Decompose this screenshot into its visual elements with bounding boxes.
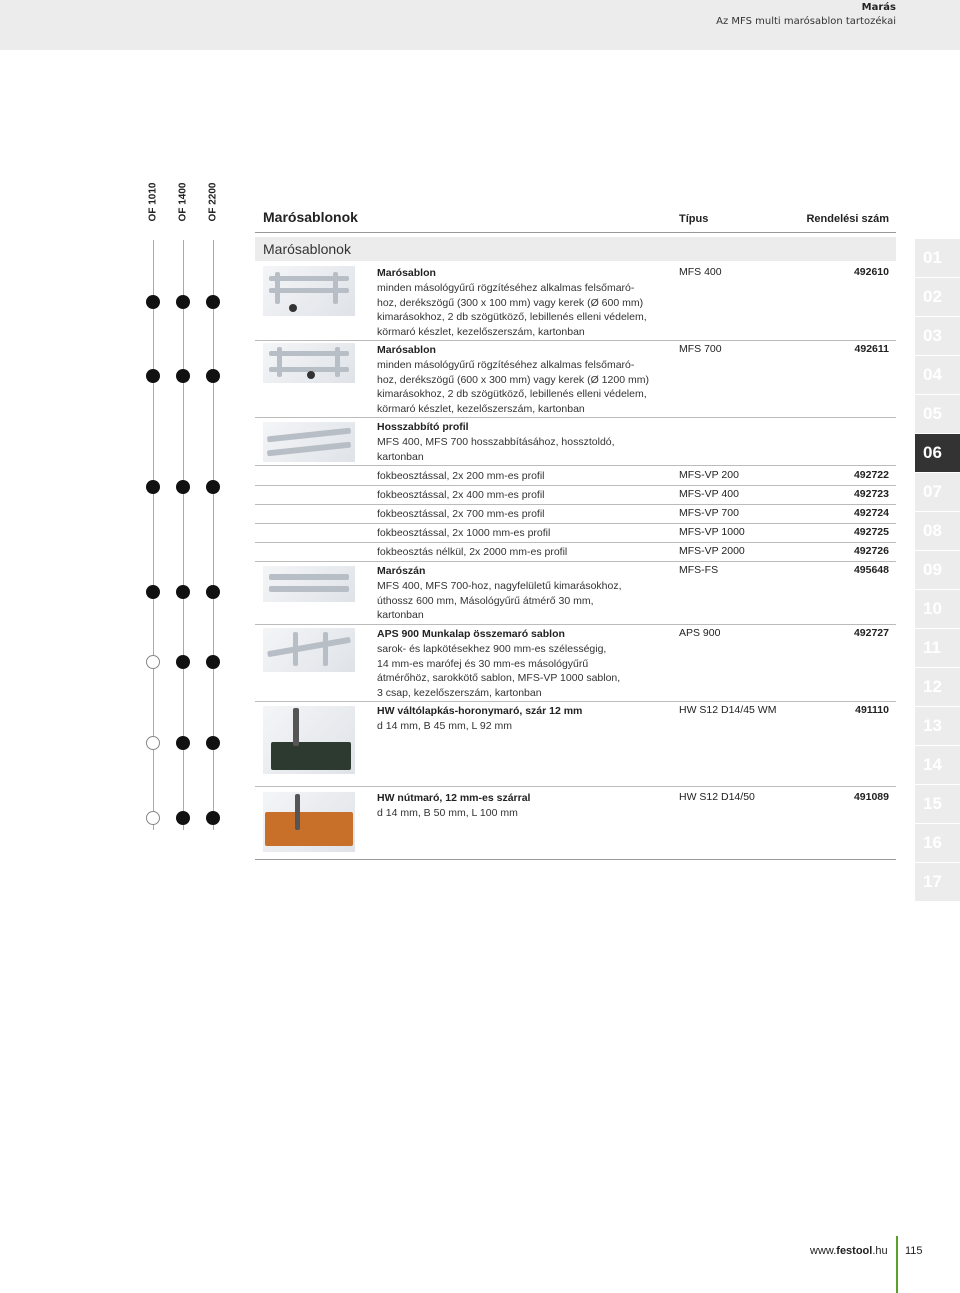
product-description: d 14 mm, B 50 mm, L 100 mm bbox=[377, 807, 518, 819]
chapter-tab-17[interactable]: 17 bbox=[915, 863, 960, 901]
section-title: Marás bbox=[861, 2, 896, 13]
variant-type: MFS-VP 700 bbox=[679, 507, 739, 519]
variant-description: fokbeosztás nélkül, 2x 2000 mm-es profil bbox=[377, 546, 568, 558]
product-order-number: 492611 bbox=[854, 343, 889, 355]
row-divider bbox=[255, 465, 896, 466]
compat-dot bbox=[146, 369, 160, 383]
row-divider bbox=[255, 786, 896, 787]
row-divider bbox=[255, 701, 896, 702]
footer-accent-line bbox=[896, 1236, 898, 1293]
product-image-aps900 bbox=[263, 628, 355, 672]
chapter-tab-15[interactable]: 15 bbox=[915, 785, 960, 823]
row-divider bbox=[255, 523, 896, 524]
compat-dot bbox=[176, 295, 190, 309]
product-image-mfs700 bbox=[263, 343, 355, 383]
chapter-tab-10[interactable]: 10 bbox=[915, 590, 960, 628]
chapter-tab-16[interactable]: 16 bbox=[915, 824, 960, 862]
chapter-tab-14[interactable]: 14 bbox=[915, 746, 960, 784]
product-type: MFS 700 bbox=[679, 343, 722, 355]
compat-dot bbox=[206, 369, 220, 383]
column-header-of1400: OF 1400 bbox=[177, 182, 189, 222]
variant-order-number: 492724 bbox=[853, 507, 889, 519]
column-header-of2200: OF 2200 bbox=[207, 182, 219, 222]
product-type: APS 900 bbox=[679, 627, 721, 639]
compat-dot bbox=[206, 480, 220, 494]
product-type: MFS 400 bbox=[679, 266, 722, 278]
product-title: HW váltólapkás-horonymaró, szár 12 mm bbox=[377, 705, 583, 717]
header-divider bbox=[255, 232, 896, 233]
row-divider bbox=[255, 417, 896, 418]
product-description: MFS 400, MFS 700 hosszabbításához, hossztoldó, kartonban bbox=[377, 436, 615, 463]
product-title: APS 900 Munkalap összemaró sablon bbox=[377, 628, 565, 640]
row-divider bbox=[255, 561, 896, 562]
compat-dot bbox=[146, 480, 160, 494]
product-description: minden másológyűrű rögzítéséhez alkalmas felsőmaró- hoz, derékszögű (600 x 300 mm) vagy kerek (Ø 1200 mm) kimarásokhoz, 2 db szögütköző, lebillenés elleni védelem, körmaró készlet, kezelőszerszám, kartonban bbox=[377, 359, 649, 415]
row-divider bbox=[255, 485, 896, 486]
product-image-mfs400 bbox=[263, 266, 355, 316]
chapter-tab-02[interactable]: 02 bbox=[915, 278, 960, 316]
variant-type: MFS-VP 200 bbox=[679, 469, 739, 481]
product-type: HW S12 D14/45 WM bbox=[679, 704, 777, 716]
type-column-header: Típus bbox=[679, 213, 709, 225]
compat-dot bbox=[206, 811, 220, 825]
chapter-tab-05[interactable]: 05 bbox=[915, 395, 960, 433]
product-order-number: 495648 bbox=[853, 564, 889, 576]
chapter-tab-11[interactable]: 11 bbox=[915, 629, 960, 667]
chapter-tab-07[interactable]: 07 bbox=[915, 473, 960, 511]
variant-order-number: 492725 bbox=[853, 526, 889, 538]
chapter-tab-08[interactable]: 08 bbox=[915, 512, 960, 550]
compat-dot bbox=[206, 736, 220, 750]
chapter-tab-12[interactable]: 12 bbox=[915, 668, 960, 706]
section-subtitle: Az MFS multi marósablon tartozékai bbox=[716, 16, 896, 27]
compat-dot bbox=[206, 295, 220, 309]
compat-dot bbox=[176, 480, 190, 494]
variant-type: MFS-VP 400 bbox=[679, 488, 739, 500]
compat-dot bbox=[176, 736, 190, 750]
compat-dot bbox=[176, 369, 190, 383]
product-order-number: 491110 bbox=[855, 704, 889, 716]
product-title: HW nútmaró, 12 mm-es szárral bbox=[377, 792, 531, 804]
page-number: 115 bbox=[905, 1245, 923, 1257]
product-title: Hosszabbító profil bbox=[377, 421, 469, 433]
table-title: Marósablonok bbox=[263, 209, 358, 225]
product-image-slot-cutter bbox=[263, 792, 355, 852]
chapter-tab-13[interactable]: 13 bbox=[915, 707, 960, 745]
variant-order-number: 492726 bbox=[853, 545, 889, 557]
row-divider bbox=[255, 504, 896, 505]
compat-dot bbox=[176, 811, 190, 825]
product-type: HW S12 D14/50 bbox=[679, 791, 755, 803]
table-bottom-line bbox=[255, 859, 896, 860]
variant-order-number: 492723 bbox=[853, 488, 889, 500]
top-header-bar bbox=[0, 0, 960, 50]
compat-dot bbox=[146, 585, 160, 599]
chapter-tab-04[interactable]: 04 bbox=[915, 356, 960, 394]
variant-type: MFS-VP 2000 bbox=[679, 545, 745, 557]
chapter-tab-06-active[interactable]: 06 bbox=[915, 434, 960, 472]
compat-dot bbox=[176, 585, 190, 599]
product-image-groove-cutter bbox=[263, 706, 355, 774]
product-description: sarok- és lapkötésekhez 900 mm-es szélességig, 14 mm-es marófej és 30 mm-es másológyűrű átmérőhöz, sarokkötő sablon, MFS-VP 1000 sablon, 3 csap, kezelőszerszám, kartonban bbox=[377, 643, 621, 699]
category-band: Marósablonok bbox=[255, 237, 896, 261]
order-column-header: Rendelési szám bbox=[806, 213, 889, 225]
product-description: MFS 400, MFS 700-hoz, nagyfelületű kimarásokhoz, úthossz 600 mm, Másológyűrű átmérő 30 mm, kartonban bbox=[377, 580, 622, 622]
variant-description: fokbeosztással, 2x 1000 mm-es profil bbox=[377, 527, 551, 539]
product-title: Marósablon bbox=[377, 344, 436, 356]
row-divider bbox=[255, 340, 896, 341]
website-link[interactable]: www.festool.hu bbox=[810, 1245, 888, 1257]
product-description: minden másológyűrű rögzítéséhez alkalmas felsőmaró- hoz, derékszögű (300 x 100 mm) vagy kerek (Ø 600 mm) kimarásokhoz, 2 db szögütköző, lebillenés elleni védelem, körmaró készlet, kezelőszerszám, kartonban bbox=[377, 282, 647, 338]
compat-dot bbox=[176, 655, 190, 669]
product-title: Marósablon bbox=[377, 267, 436, 279]
compat-dot bbox=[206, 655, 220, 669]
row-divider bbox=[255, 624, 896, 625]
chapter-tab-01[interactable]: 01 bbox=[915, 239, 960, 277]
variant-description: fokbeosztással, 2x 400 mm-es profil bbox=[377, 489, 545, 501]
product-order-number: 491089 bbox=[853, 791, 889, 803]
product-image-router-carriage bbox=[263, 566, 355, 602]
compat-dot bbox=[206, 585, 220, 599]
variant-order-number: 492722 bbox=[853, 469, 889, 481]
product-image-extension-profile bbox=[263, 422, 355, 462]
variant-description: fokbeosztással, 2x 200 mm-es profil bbox=[377, 470, 545, 482]
chapter-tab-03[interactable]: 03 bbox=[915, 317, 960, 355]
variant-type: MFS-VP 1000 bbox=[679, 526, 745, 538]
compat-dot-empty bbox=[146, 736, 160, 750]
product-order-number: 492610 bbox=[853, 266, 889, 278]
compat-dot bbox=[146, 295, 160, 309]
product-description: d 14 mm, B 45 mm, L 92 mm bbox=[377, 720, 512, 732]
variant-description: fokbeosztással, 2x 700 mm-es profil bbox=[377, 508, 545, 520]
compat-dot-empty bbox=[146, 655, 160, 669]
column-header-of1010: OF 1010 bbox=[147, 182, 159, 222]
compat-dot-empty bbox=[146, 811, 160, 825]
row-divider bbox=[255, 542, 896, 543]
product-order-number: 492727 bbox=[853, 627, 889, 639]
chapter-tab-09[interactable]: 09 bbox=[915, 551, 960, 589]
product-type: MFS-FS bbox=[679, 564, 719, 576]
product-title: Marószán bbox=[377, 565, 426, 577]
